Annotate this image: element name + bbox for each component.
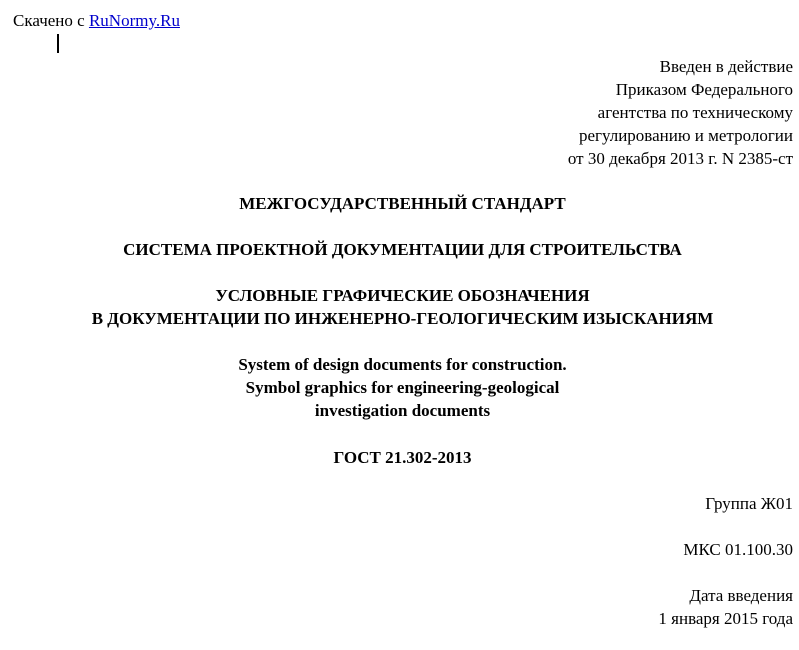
interstate-standard-heading <box>0 192 799 215</box>
title-en-line: System of design documents for construction. <box>238 355 567 374</box>
text-cursor <box>57 34 59 53</box>
approval-line: агентства по техническому <box>597 103 793 122</box>
source-prefix: Скачено с <box>13 11 85 30</box>
source-link[interactable]: RuNormy.Ru <box>88 11 180 30</box>
group-code <box>705 492 793 515</box>
mks-code <box>683 538 793 561</box>
group-code-text: Группа Ж01 <box>705 494 793 513</box>
title-en <box>0 353 799 422</box>
title-ru-line: В ДОКУМЕНТАЦИИ ПО ИНЖЕНЕРНО-ГЕОЛОГИЧЕСКИМ ИЗЫСКАНИЯМ <box>91 309 714 328</box>
approval-block <box>568 55 793 170</box>
source-line <box>13 9 180 32</box>
mks-code-text: МКС 01.100.30 <box>683 540 793 559</box>
gost-number <box>0 446 799 469</box>
approval-line: регулированию и метрологии <box>578 126 793 145</box>
heading-text: МЕЖГОСУДАРСТВЕННЫЙ СТАНДАРТ <box>239 194 566 213</box>
title-ru <box>0 284 799 330</box>
approval-line: Введен в действие <box>659 57 793 76</box>
title-en-line: investigation documents <box>314 401 491 420</box>
title-en-line: Symbol graphics for engineering-geological <box>245 378 560 397</box>
heading-text: СИСТЕМА ПРОЕКТНОЙ ДОКУМЕНТАЦИИ ДЛЯ СТРОИТЕЛЬСТВА <box>123 240 682 259</box>
intro-date-value: 1 января 2015 года <box>658 609 793 628</box>
intro-date <box>658 584 793 630</box>
system-heading <box>0 238 799 261</box>
title-ru-line: УСЛОВНЫЕ ГРАФИЧЕСКИЕ ОБОЗНАЧЕНИЯ <box>215 286 590 305</box>
intro-date-label: Дата введения <box>689 586 793 605</box>
approval-line: от 30 декабря 2013 г. N 2385-ст <box>567 149 793 168</box>
gost-number-text: ГОСТ 21.302-2013 <box>333 448 472 467</box>
approval-line: Приказом Федерального <box>615 80 793 99</box>
